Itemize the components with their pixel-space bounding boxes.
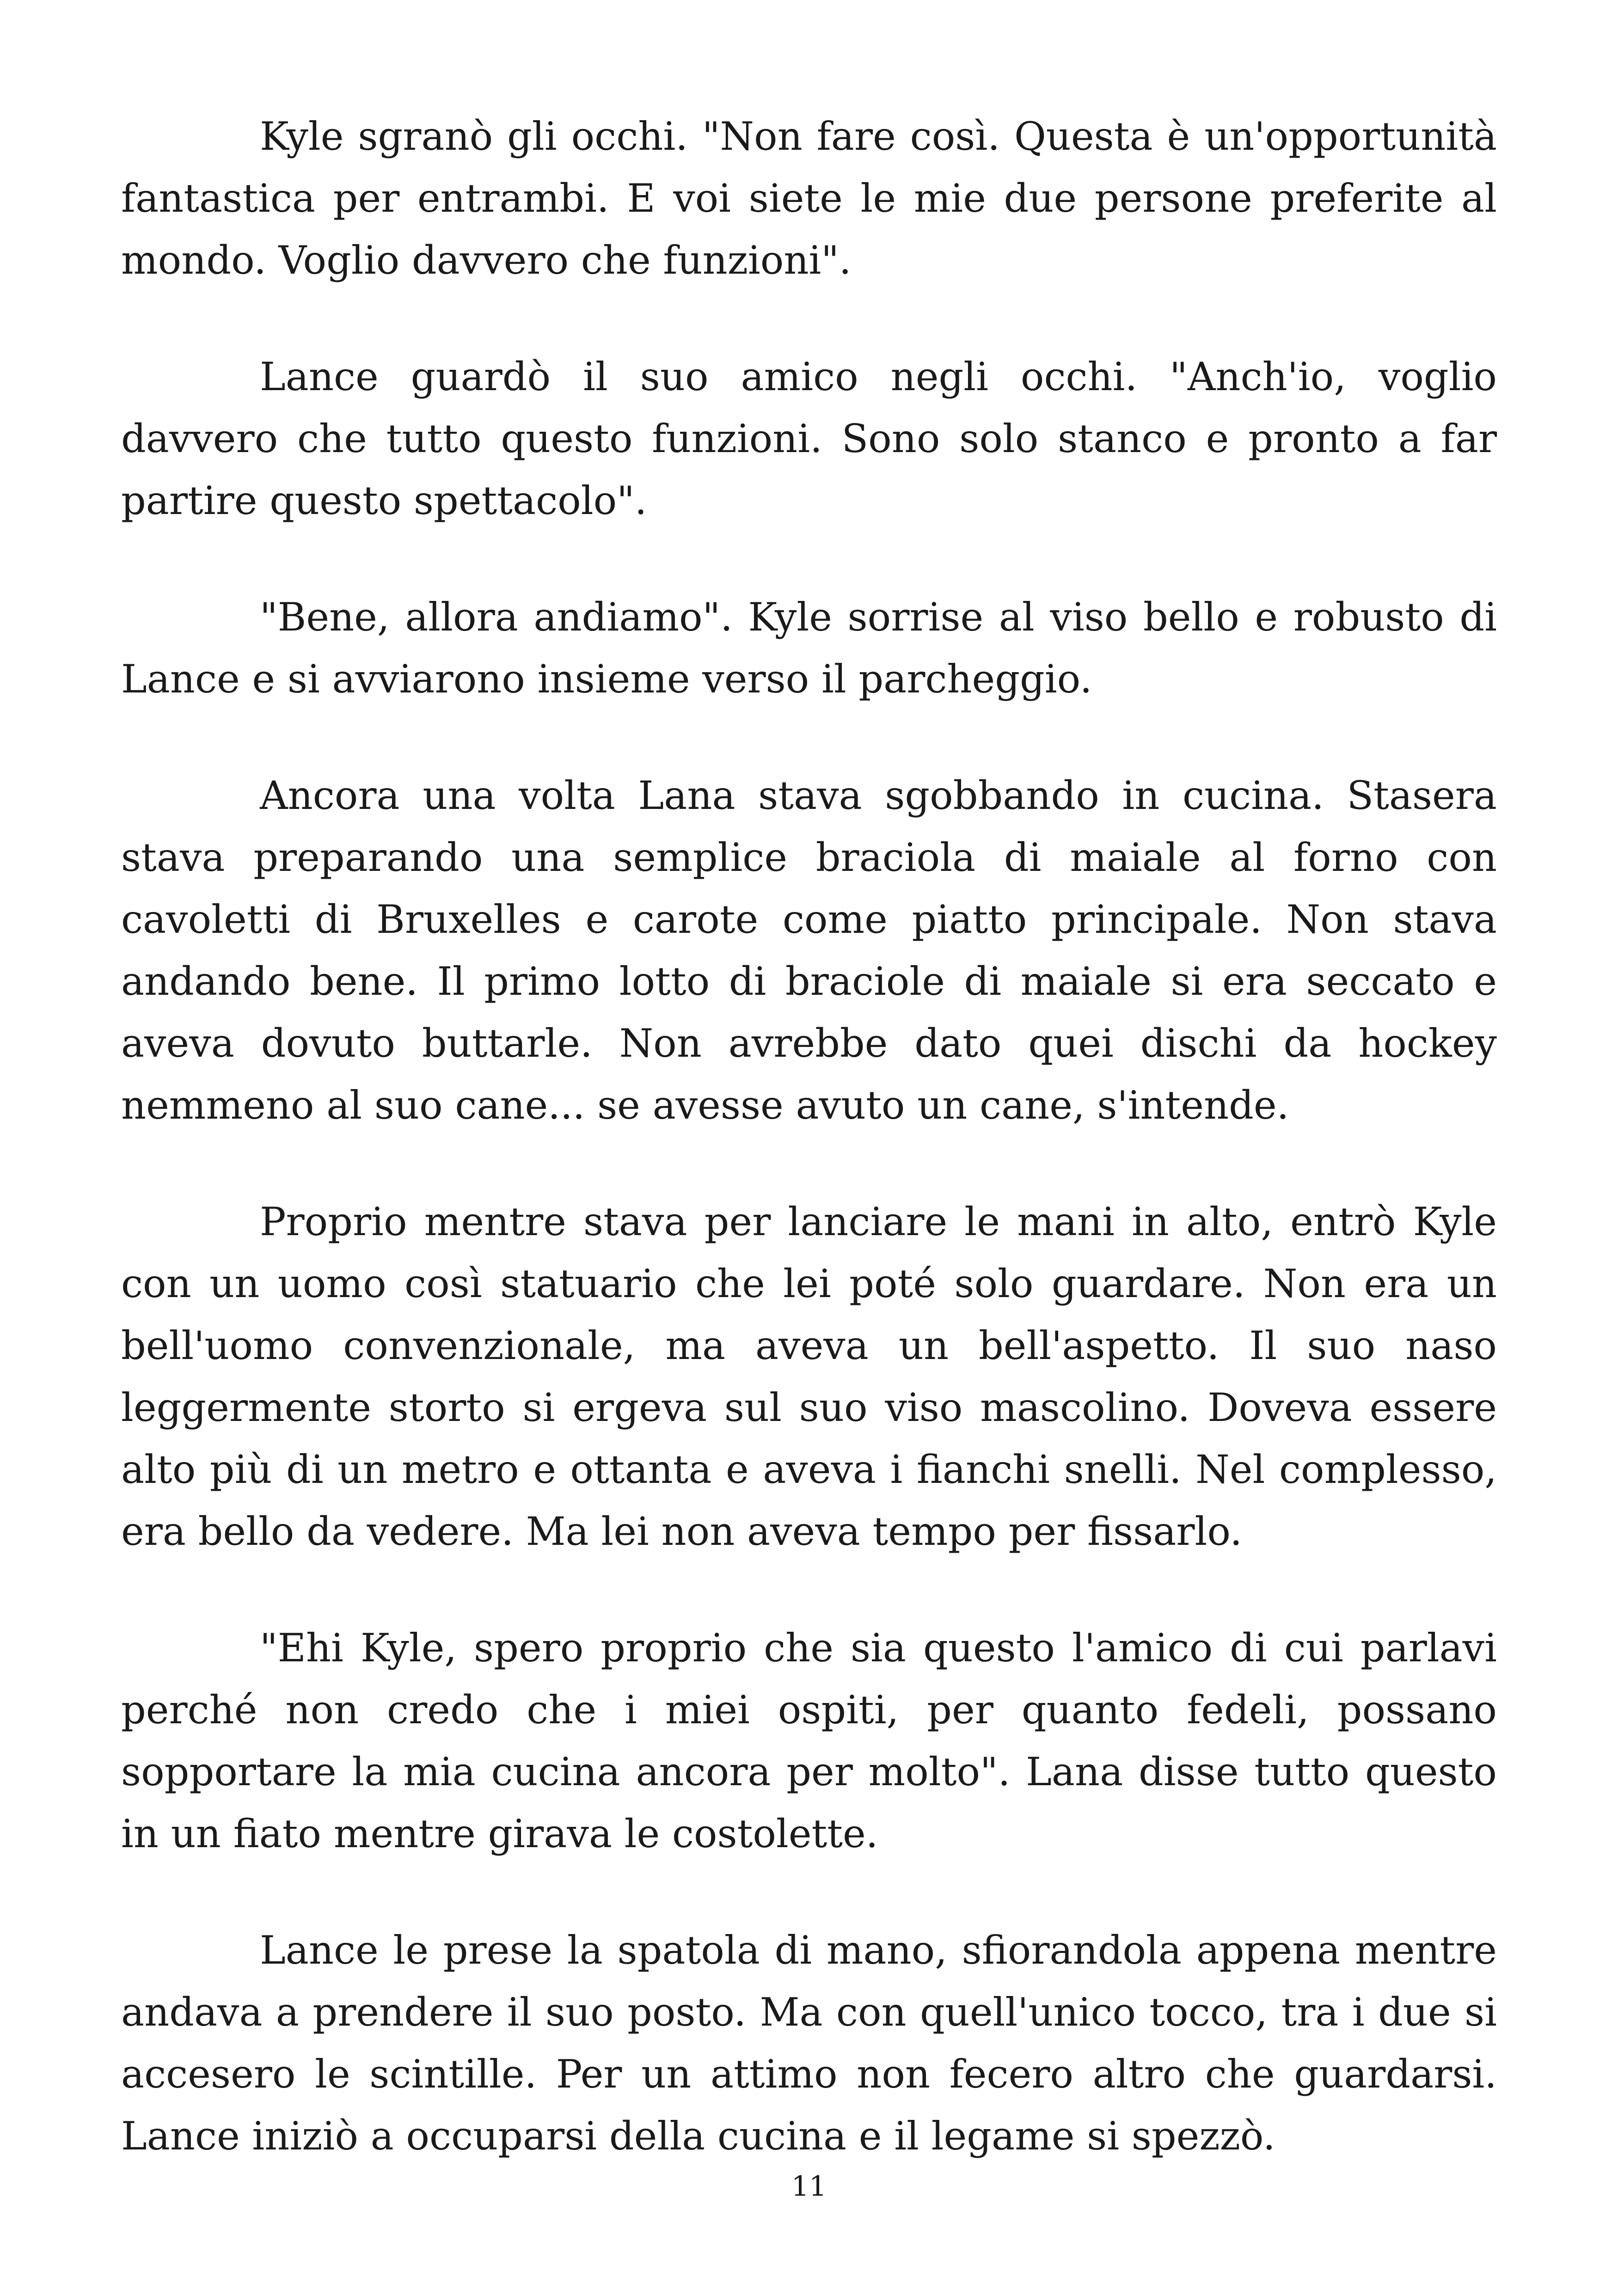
page-body (121, 105, 1497, 2222)
paragraph: Lance le prese la spatola di mano, sfiorandola appena mentre andava a prendere il suo posto. Ma con quell'unico tocco, tra i due si accesero le scintille. Per un attimo non fecero altro che guardarsi. Lance iniziò a occuparsi della cucina e il legame si spezzò. (121, 1928, 1497, 2159)
page-number: 11 (791, 2170, 827, 2203)
paragraph: Ancora una volta Lana stava sgobbando in cucina. Stasera stava preparando una semplice braciola di maiale al forno con cavoletti di Bruxelles e carote come piatto principale. Non stava andando bene. Il primo lotto di braciole di maiale si era seccato e aveva dovuto buttarle. Non avrebbe dato quei dischi da hockey nemmeno al suo cane... se avesse avuto un cane, s'intende. (121, 773, 1497, 1128)
paragraph: Proprio mentre stava per lanciare le mani in alto, entrò Kyle con un uomo così statuario che lei poté solo guardare. Non era un bell'uomo convenzionale, ma aveva un bell'aspetto. Il suo naso leggermente storto si ergeva sul suo viso mascolino. Doveva essere alto più di un metro e ottanta e aveva i fianchi snelli. Nel complesso, era bello da vedere. Ma lei non aveva tempo per fissarlo. (121, 1199, 1497, 1554)
paragraph: "Ehi Kyle, spero proprio che sia questo l'amico di cui parlavi perché non credo che i miei ospiti, per quanto fedeli, possano sopportare la mia cucina ancora per molto". Lana disse tutto questo in un fiato mentre girava le costolette. (121, 1625, 1497, 1856)
paragraph: Kyle sgranò gli occhi. "Non fare così. Questa è un'opportunità fantastica per entrambi. E voi siete le mie due persone preferite al mondo. Voglio davvero che funzioni". (121, 114, 1497, 283)
paragraph: Lance guardò il suo amico negli occhi. "Anch'io, voglio davvero che tutto questo funzioni. Sono solo stanco e pronto a far partire questo spettacolo". (121, 354, 1497, 523)
paragraph: "Bene, allora andiamo". Kyle sorrise al viso bello e robusto di Lance e si avviarono insieme verso il parcheggio. (121, 594, 1497, 702)
